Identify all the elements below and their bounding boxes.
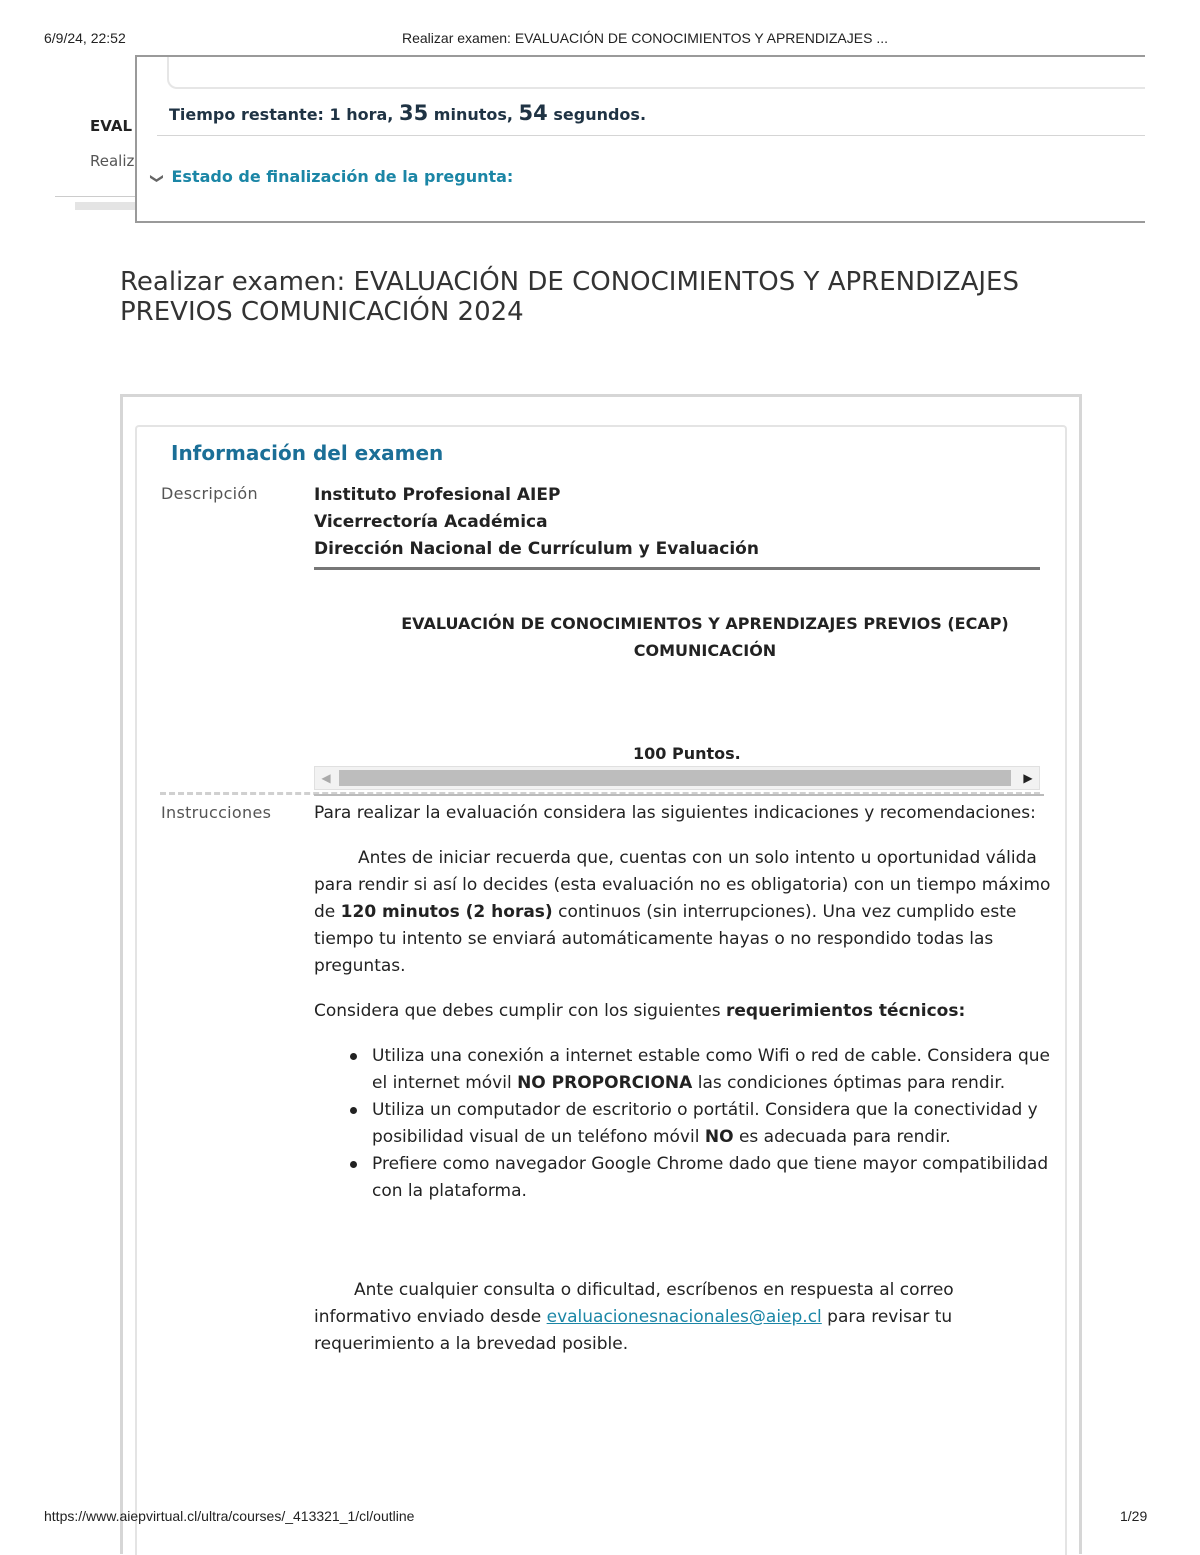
divider — [314, 794, 1044, 796]
time-remaining-label: Tiempo restante: — [169, 105, 324, 124]
divider — [157, 135, 1145, 136]
description-label: Descripción — [161, 484, 258, 503]
timer-minutes: 35 — [398, 101, 429, 125]
requirements-intro: Considera que debes cumplir con los siguientes requerimientos técnicos: — [314, 1001, 966, 1021]
requirements-list — [314, 1043, 1054, 1205]
timer-minutes-unit: minutos, — [433, 105, 513, 124]
description-lines — [314, 482, 759, 563]
print-header-title: Realizar examen: EVALUACIÓN DE CONOCIMIENTOS Y APRENDIZAJES ... — [402, 30, 888, 46]
contact-paragraph: Ante cualquier consulta o dificultad, escríbenos en respuesta al correo informativo enviado desde evaluacionesnacionales@aiep.cl para revisar tu requerimiento a la brevedad posible. — [314, 1280, 954, 1354]
description-line: Instituto Profesional AIEP — [314, 485, 561, 505]
divider — [75, 202, 137, 210]
ecap-title-line: EVALUACIÓN DE CONOCIMIENTOS Y APRENDIZAJES PREVIOS (ECAP) — [401, 614, 1009, 633]
timer-panel — [135, 55, 1145, 223]
ecap-title-line: COMUNICACIÓN — [633, 641, 777, 660]
divider — [314, 567, 1040, 570]
timer-hours: 1 — [329, 105, 341, 124]
support-email-link[interactable]: evaluacionesnacionales@aiep.cl — [546, 1307, 822, 1327]
horizontal-scrollbar[interactable] — [314, 766, 1040, 790]
ecap-title — [314, 610, 1096, 664]
timer-seconds: 54 — [518, 101, 548, 125]
print-footer-url: https://www.aiepvirtual.cl/ultra/courses/_413321_1/cl/outline — [44, 1508, 415, 1524]
list-item: Prefiere como navegador Google Chrome dado que tiene mayor compatibilidad con la plataforma. — [372, 1151, 1054, 1205]
exam-points: 100 Puntos. — [633, 744, 741, 763]
background-subheading: Realiz — [90, 152, 135, 170]
scrollbar-thumb[interactable] — [339, 770, 1011, 786]
divider — [55, 196, 135, 197]
instructions-body — [314, 800, 1054, 1358]
question-status-toggle[interactable] — [148, 167, 514, 186]
list-item: Utiliza una conexión a internet estable como Wifi o red de cable. Considera que el internet móvil NO PROPORCIONA las condiciones óptimas para rendir. — [372, 1043, 1054, 1097]
scroll-left-icon[interactable]: ◀ — [321, 771, 331, 785]
background-heading: EVAL — [90, 117, 133, 135]
chevron-down-icon: ❯ — [148, 173, 164, 184]
background-page-header — [55, 60, 145, 210]
timer-seconds-unit: segundos. — [553, 105, 647, 124]
instructions-intro: Para realizar la evaluación considera las siguientes indicaciones y recomendaciones: — [314, 803, 1036, 823]
instructions-label: Instrucciones — [161, 803, 272, 822]
time-remaining — [169, 101, 646, 125]
description-line: Dirección Nacional de Currículum y Evaluación — [314, 539, 759, 559]
page-title: Realizar examen: EVALUACIÓN DE CONOCIMIENTOS Y APRENDIZAJES PREVIOS COMUNICACIÓN 2024 — [120, 267, 1019, 328]
question-status-label: Estado de finalización de la pregunta: — [171, 167, 514, 186]
timer-hours-unit: hora, — [346, 105, 394, 124]
exam-info-heading: Información del examen — [171, 441, 444, 465]
instructions-paragraph: Antes de iniciar recuerda que, cuentas con un solo intento u oportunidad válida para rendir si así lo decides (esta evaluación no es obligatoria) con un tiempo máximo de 120 minutos (2 horas) continuos (sin interrupciones). Una vez cumplido este tiempo tu intento se enviará automáticamente hayas o no respondido todas las preguntas. — [314, 848, 1051, 976]
description-line: Vicerrectoría Académica — [314, 512, 548, 532]
list-item: Utiliza un computador de escritorio o portátil. Considera que la conectividad y posibilidad visual de un teléfono móvil NO es adecuada para rendir. — [372, 1097, 1054, 1151]
print-header-datetime: 6/9/24, 22:52 — [44, 30, 126, 46]
scroll-right-icon[interactable]: ▶ — [1023, 771, 1033, 785]
print-footer-page: 1/29 — [1120, 1508, 1148, 1524]
timer-panel-top — [167, 57, 1145, 89]
